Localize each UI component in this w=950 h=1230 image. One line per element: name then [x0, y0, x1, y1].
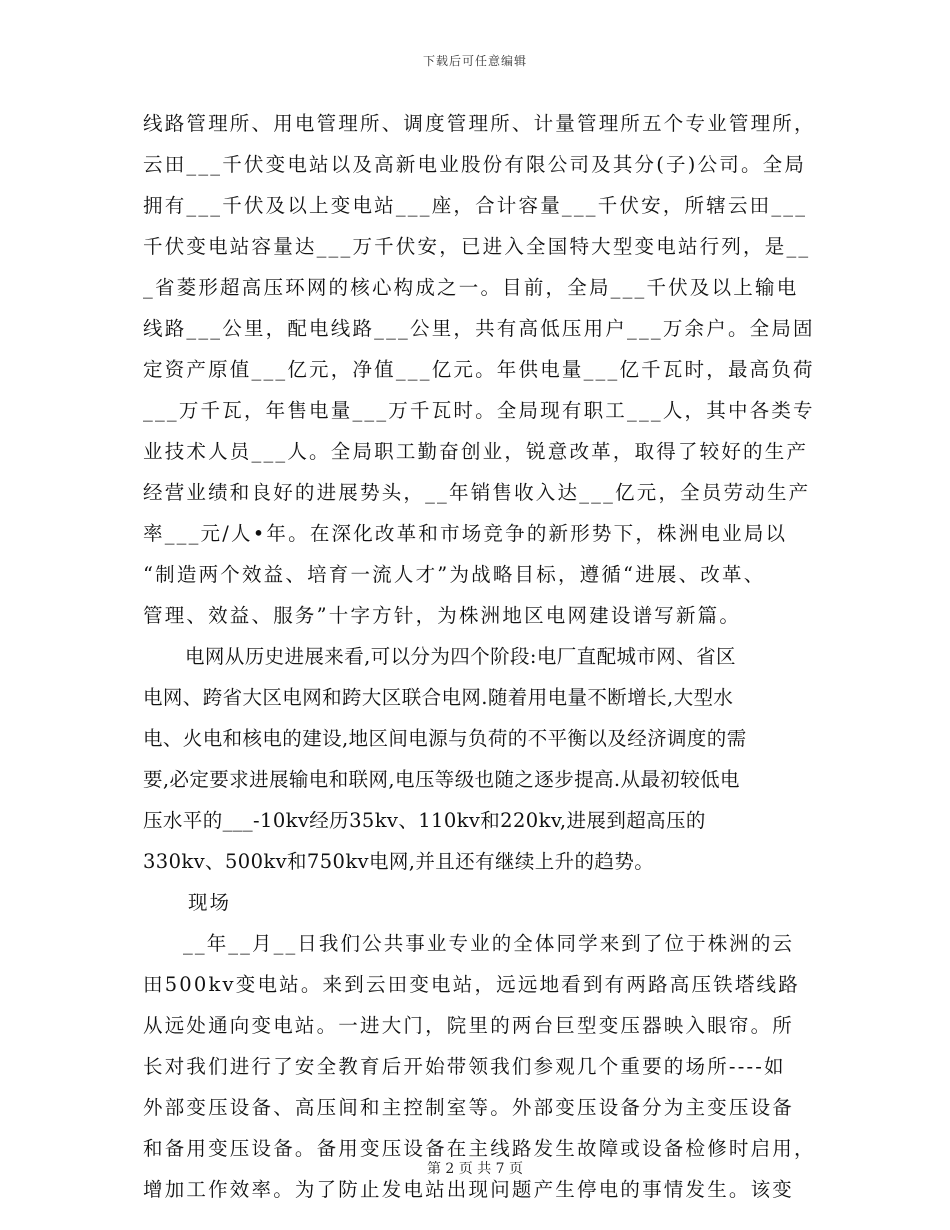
text-line: 330kv、500kv和750kv电网,并且还有继续上升的趋势。: [143, 850, 655, 873]
text-line: 增加工作效率。为了防止发电站出现问题产生停电的事情发生。该变: [143, 1178, 795, 1201]
text-line: 要,必定要求进展输电和联网,电压等级也随之逐步提高.从最初较低电: [143, 768, 740, 791]
text-line: 定资产原值___亿元，净值___亿元。年供电量___亿千瓦时，最高负荷: [143, 358, 815, 381]
text-line: 经营业绩和良好的进展势头，__年销售收入达___亿元，全员劳动生产: [143, 481, 811, 504]
text-line: 线路___公里，配电线路___公里，共有高低压用户___万余户。全局固: [143, 317, 815, 340]
text-line: __年__月__日我们公共事业专业的全体同学来到了位于株洲的云: [183, 932, 795, 955]
text-line: 电网、跨省大区电网和跨大区联合电网.随着用电量不断增长,大型水: [143, 686, 734, 709]
text-line: 拥有___千伏及以上变电站___座，合计容量___千伏安，所辖云田___: [143, 194, 808, 217]
text-line: 率___元/人•年。在深化改革和市场竞争的新形势下，株洲电业局以: [143, 522, 788, 545]
text-line: 田500kv变电站。来到云田变电站，远远地看到有两路高压铁塔线路: [143, 973, 800, 996]
text-line: 线路管理所、用电管理所、调度管理所、计量管理所五个专业管理所，: [143, 112, 816, 135]
text-line: 电、火电和核电的建设,地区间电源与负荷的不平衡以及经济调度的需: [143, 727, 747, 750]
text-line: 业技术人员___人。全局职工勤奋创业，锐意改革，取得了较好的生产: [143, 440, 809, 463]
text-line: 云田___千伏变电站以及高新电业股份有限公司及其分(子)公司。全局: [143, 153, 807, 176]
text-line: “制造两个效益、培育一流人才”为战略目标，遵循“进展、改革、: [143, 563, 766, 586]
text-line: ___万千瓦，年售电量___万千瓦时。全局现有职工___人，其中各类专: [143, 399, 815, 422]
page-number: 第 2 页 共 7 页: [426, 1161, 524, 1177]
text-line: _省菱形超高压环网的核心构成之一。目前，全局___千伏及以上输电: [143, 276, 799, 299]
page-header: 下载后可任意编辑: [422, 54, 527, 68]
text-line: 外部变压设备、高压间和主控制室等。外部变压设备分为主变压设备: [143, 1096, 795, 1119]
text-line: 从远处通向变电站。一进大门，院里的两台巨型变压器映入眼帘。所: [143, 1014, 795, 1037]
text-line: 长对我们进行了安全教育后开始带领我们参观几个重要的场所----如: [143, 1055, 786, 1078]
text-line: 管理、效益、服务”十字方针，为株洲地区电网建设谱写新篇。: [143, 604, 742, 627]
text-line: 电网从历史进展来看,可以分为四个阶段:电厂直配城市网、省区: [185, 645, 736, 668]
text-line: 和备用变压设备。备用变压设备在主线路发生故障或设备检修时启用，: [143, 1137, 816, 1160]
section-heading: 现场: [188, 891, 232, 914]
text-line: 千伏变电站容量达___万千伏安，已进入全国特大型变电站行列，是__: [143, 235, 811, 258]
text-line: 压水平的___-10kv经历35kv、110kv和220kv,进展到超高压的: [143, 809, 706, 832]
